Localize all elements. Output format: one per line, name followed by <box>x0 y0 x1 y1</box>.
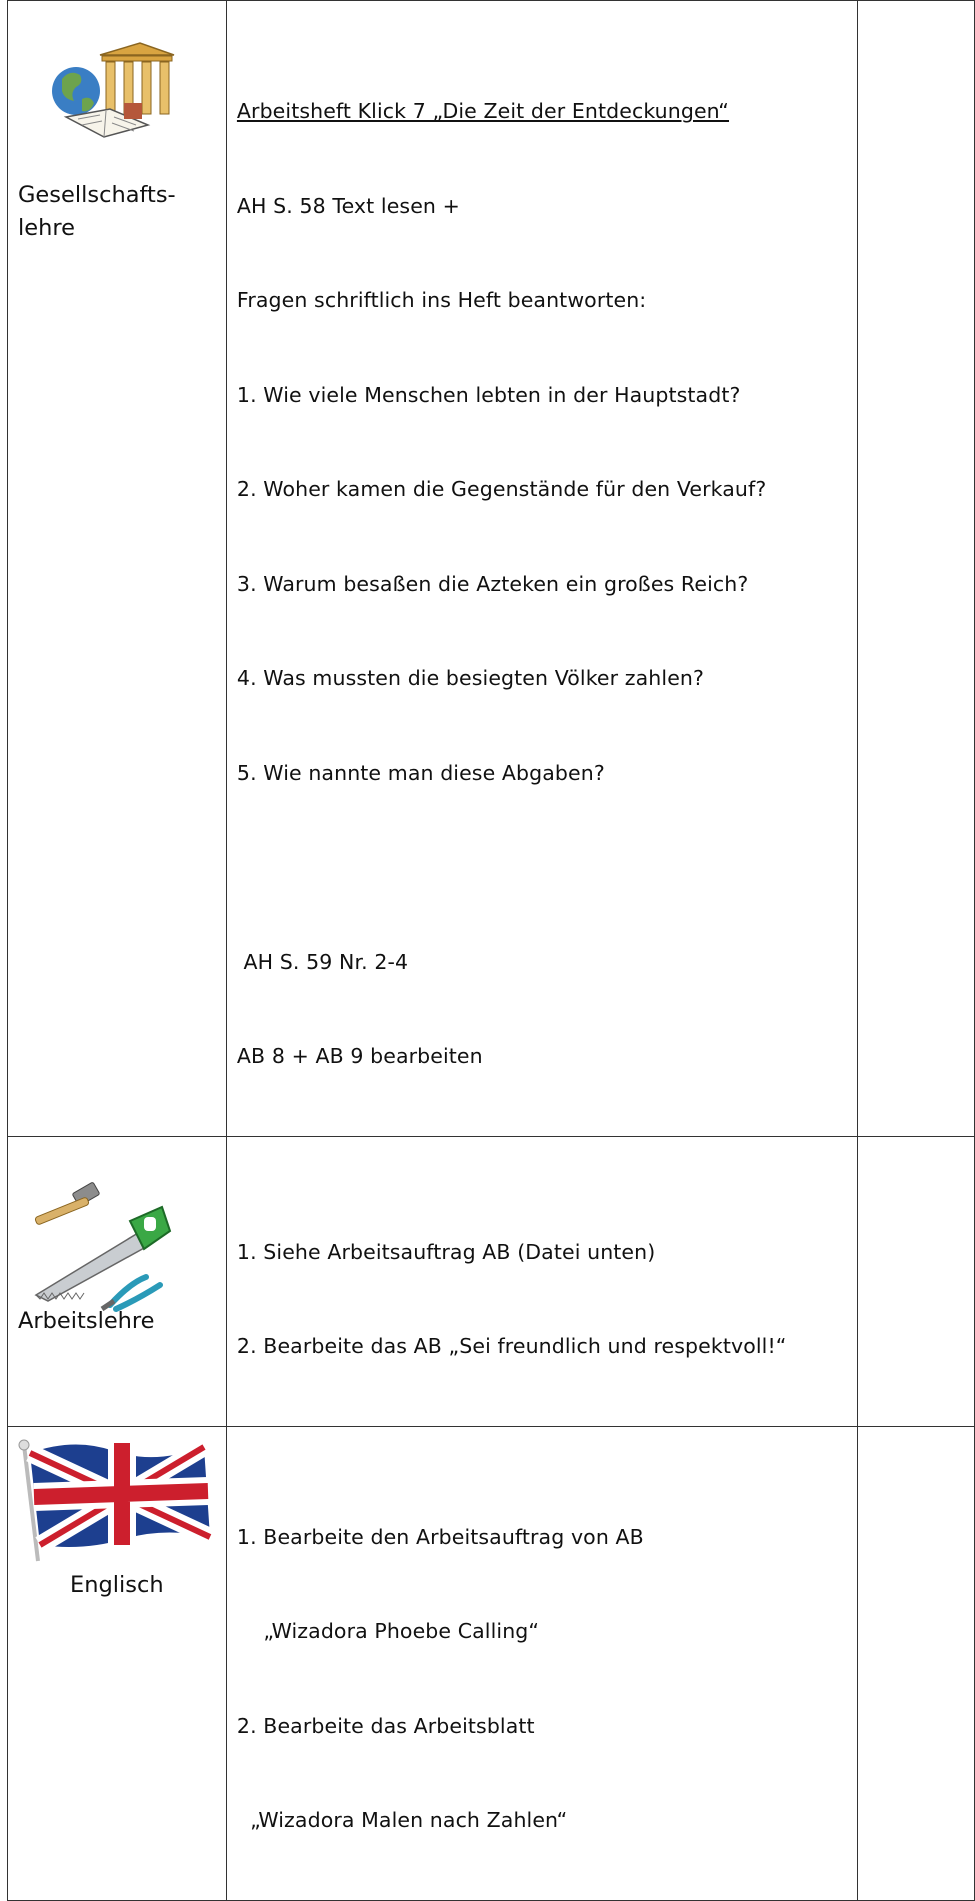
subject-cell <box>8 1136 227 1426</box>
check-cell <box>857 1 974 1137</box>
task-text <box>227 1 857 1136</box>
subject-label: Englisch <box>70 1571 164 1598</box>
task-line: 1. Siehe Arbeitsauftrag AB (Datei unten) <box>236 1239 656 1264</box>
task-text <box>227 1427 857 1900</box>
task-line: AB 8 + AB 9 bearbeiten <box>236 1044 483 1068</box>
task-line: 1. Wie viele Menschen lebten in der Hauptstadt? <box>236 382 741 407</box>
task-line: „Wizadora Phoebe Calling“ <box>236 1619 540 1643</box>
check-cell <box>857 1136 974 1426</box>
task-cell <box>226 1426 857 1900</box>
task-text <box>227 1137 857 1426</box>
task-line: 2. Woher kamen die Gegenstände für den Verkauf? <box>236 477 767 501</box>
subject-label: Arbeitslehre <box>18 1307 155 1334</box>
tools-icon <box>26 1177 176 1317</box>
subject-cell <box>8 1426 227 1900</box>
task-line: Fragen schriftlich ins Heft beantworten: <box>236 288 647 312</box>
task-cell <box>226 1 857 1137</box>
table-row <box>8 1426 975 1900</box>
task-line: „Wizadora Malen nach Zahlen“ <box>236 1808 568 1832</box>
task-line: 2. Bearbeite das AB „Sei freundlich und respektvoll!“ <box>236 1334 787 1358</box>
check-cell <box>857 1426 974 1900</box>
task-line <box>237 852 857 884</box>
uk-flag-icon <box>14 1435 214 1565</box>
task-line: AH S. 59 Nr. 2-4 <box>236 949 409 974</box>
task-cell <box>226 1136 857 1426</box>
task-line: 2. Bearbeite das Arbeitsblatt <box>236 1713 535 1738</box>
table-row <box>8 1 975 1137</box>
social-studies-icon <box>48 39 178 149</box>
table-row <box>8 1136 975 1426</box>
task-line: 5. Wie nannte man diese Abgaben? <box>236 760 605 785</box>
subject-label: Gesellschafts- lehre <box>18 182 176 241</box>
subject-cell <box>8 1 227 1137</box>
task-title: Arbeitsheft Klick 7 „Die Zeit der Entdeckungen“ <box>236 99 730 123</box>
task-line: AH S. 58 Text lesen + <box>236 193 460 218</box>
task-line: 3. Warum besaßen die Azteken ein großes Reich? <box>236 571 749 596</box>
task-line: 1. Bearbeite den Arbeitsauftrag von AB <box>236 1524 644 1549</box>
task-line: 4. Was mussten die besiegten Völker zahlen? <box>236 666 704 690</box>
weekly-plan-table <box>7 0 975 1901</box>
